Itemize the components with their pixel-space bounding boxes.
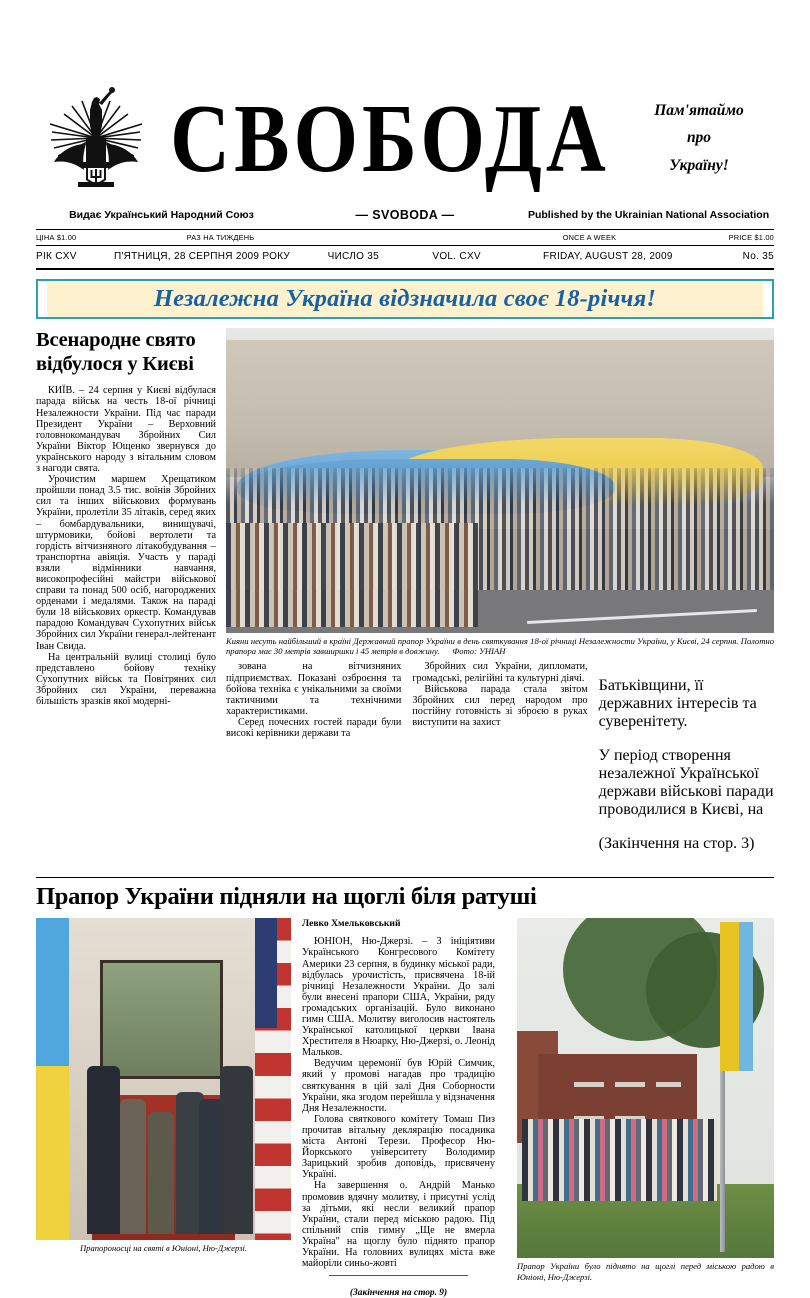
top-story-text-column [36,328,226,869]
publisher-line [36,198,774,229]
second-story-left-photo-block [36,918,291,1298]
statue-of-liberty-trident-emblem-icon [42,86,150,190]
newspaper-title: СВОБОДА [170,83,610,192]
second-story-jump-line[interactable]: (Закінчення на стор. 9) [349,1288,448,1298]
parade-photo-caption [226,636,774,656]
continuation-column-2 [412,661,587,869]
photo-credit: Фото: УНІАН [452,646,506,657]
slogan-line-2: про [686,129,712,147]
price-line [36,229,774,246]
continuation-paragraph: (Закінчення на стор. 3) [598,835,755,853]
frequency-ukrainian: РАЗ НА ТИЖДЕНЬ [186,233,255,242]
continuation-column-3 [599,661,774,869]
top-story-paragraph: Урочистим маршем Хрещатиком пройшли понад 3.5 тис. воїнів Збройних сил та інших військових формувань України, пролетіли 35 літаків, серед яких – бомбардувальники, винищувачі, штурмовики, бойові вертолети та гордість вітчизняного літакобудування – транспортна авіяція. Участь у параді взяли відмінники навчання, високопрофесійні майстри військової справи та понад 500 осіб, нагороджених орденами і медалями. Також на параді були 18 військових оркестр. Командував парадою Командувач Сухопутних військ Збройних сил України генерал-лейтенант Іван Свида. [36,474,216,652]
flag-raising-caption: Прапор України було піднято на щоглі перед міською радою в Юніоні, Ню-Джерзі. [517,1261,774,1282]
second-story-text-column [291,918,506,1298]
continuation-paragraph: зована на вітчизняних підприємствах. Показані озброєння та бойова техніка є унікальними за своїми тактичними та технічними характеристиками. [226,661,402,717]
price-english: PRICE $1.00 [728,233,774,242]
nameplate [156,83,624,192]
issue-english: No. 35 [742,251,774,262]
continuation-paragraph: Батьківщини, її державних інтересів та суверенітету. [598,677,757,731]
top-story-body [36,385,216,707]
flag-bearers-photo [36,918,291,1240]
frequency-english: ONCE A WEEK [562,233,617,242]
latin-name: — SVOBODA — [355,208,455,222]
caption-text: Кияни несуть найбільший в країні Державний прапор України в день святкування 18-ої річниці Незалежности України, у Києві, 24 серпня. Полотно прапора має 30 метрів завширшки і 45 метрів в довжину. [226,636,774,657]
top-story-paragraph: На центральній вулиці столиці було представлено бойову техніку Сухопутних військ та Повітряних сил Збройних сил України, переважна більшість зразків якої модерні- [36,651,216,707]
masthead-slogan [624,97,774,178]
second-story-body [36,918,774,1298]
publisher-english: Published by the Ukrainian National Association [527,209,770,221]
parade-flag-photo [226,328,774,633]
second-story-text [302,936,495,1269]
top-story-continuation [226,661,774,869]
masthead [36,0,774,198]
top-story-paragraph: КИЇВ. – 24 серпня у Києві відбулася парада військ на честь 18-ої річниці Незалежности України. Під час паради Президент України – Верховний головнокомандувач Збройних Сил України Віктор Ющенко звернувся до українського народу з вітальним словом з нагоди свята. [36,385,216,475]
second-story-headline: Прапор України підняли на щоглі біля ратуші [36,883,537,911]
continuation-column-1 [226,661,401,869]
masthead-logo [36,86,156,190]
price-ukrainian: ЦІНА $1.00 [36,233,77,242]
second-story-paragraph: На завершення о. Андрій Манько промовив вдячну молитву, і присутні услід за дітьми, які несли великий прапор України, стали перед міською радою. Під спільний спів гимну „Ще не вмерла Україна" на щоглу було піднято прапор України. На головних вулицях міста вже майоріли синьо-жовті [302,1180,495,1270]
flag-bearers-caption: Прапороносці на святі в Юніоні, Ню-Джерзі. [79,1243,248,1254]
date-ukrainian: П'ЯТНИЦЯ, 28 СЕРПНЯ 2009 РОКУ [113,251,291,262]
second-story-paragraph: ЮНІОН, Ню-Джерзі. – З ініціятиви Українського Конгресового Комітету Америки 23 серпня, в будинку міської ради, відбулась урочистість, присвячена 18-ій річниці Незалежности України. До залі були внесені прапори США, України, ряду громадських організацій. Було виконано гимн США. Молитву виголосив настоятель Української католицької церкви Івана Хрестителя в Нюарку, Ню-Джерзі, о. Леонід Мальков. [302,936,495,1059]
publisher-ukrainian: Видає Український Народний Союз [69,209,254,221]
second-jump-rule [329,1275,468,1276]
headline-banner [36,279,774,319]
volume-english: VOL. CXV [432,251,481,262]
top-story-headline: Всенародне свято відбулося у Києві [36,329,196,376]
section-divider [36,877,774,878]
slogan-line-3: Україну! [669,156,729,174]
continuation-paragraph: У період створення незалежної Української держави військові паради проводилися в Києві, на [598,747,774,819]
continuation-paragraph: Збройних сил України, дипломати, громадські, релігійні та культурні діячі. [412,661,588,684]
banner-text: Незалежна Україна відзначила своє 18-річчя! [153,285,657,312]
top-story-photo-block [226,328,774,869]
second-story-right-photo-block [506,918,774,1298]
second-story-paragraph: Голова святкового комітету Томаш Пиз прочитав вітальну деклярацію посадника міста Антоні Терези. Професор Ню-Йоркського університету Володимир Зарицький зробив доповідь, присвячену Україні. [302,1113,495,1181]
date-line [36,246,774,270]
second-story-paragraph: Ведучим церемонії був Юрій Симчик, який у промові нагадав про традицію святкування в цій залі Дня Соборности України, яка згодом перейшла у відзначення Дня Незалежности. [302,1058,495,1114]
continuation-paragraph: Серед почесних гостей паради були високі керівники держави та [226,716,402,739]
date-english: FRIDAY, AUGUST 28, 2009 [543,251,673,262]
second-story-byline: Левко Хмельковський [302,918,401,930]
year-ukrainian: РІК CXV [36,251,77,262]
slogan-line-1: Пам'ятаймо [654,102,744,120]
issue-ukrainian: ЧИСЛО 35 [327,251,379,262]
flag-raising-photo [517,918,774,1258]
second-story [36,884,774,1298]
top-story [36,328,774,869]
continuation-paragraph: Військова парада стала звітом Збройних сил перед народом про постійну готовність зі зброєю в руках виступити на захист [412,683,588,728]
